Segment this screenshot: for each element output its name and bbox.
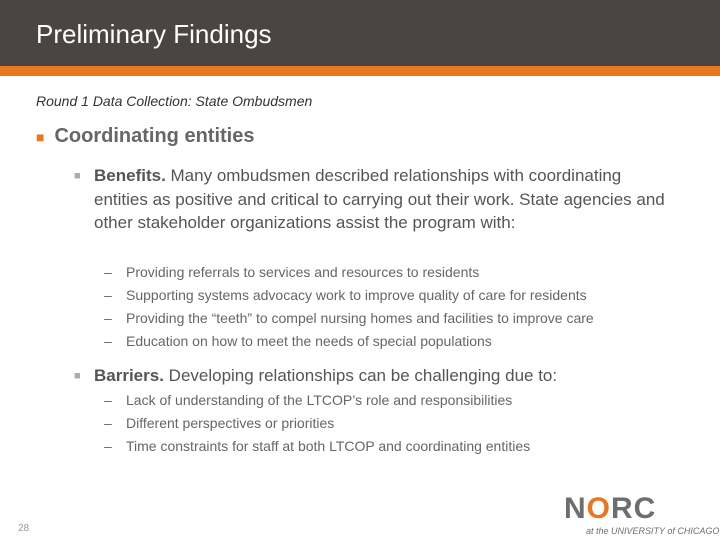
logo-subtext: at the UNIVERSITY of CHICAGO (586, 526, 720, 536)
title-bar (0, 0, 720, 66)
slide-subtitle: Round 1 Data Collection: State Ombudsmen (36, 93, 313, 109)
benefits-label: Benefits. (94, 166, 166, 185)
barriers-label: Barriers. (94, 366, 164, 385)
logo-wordmark: NORC (564, 492, 657, 525)
barriers-list (104, 389, 530, 458)
barriers-paragraph (74, 364, 674, 389)
square-bullet-icon: ■ (74, 370, 81, 382)
list-item: – Lack of understanding of the LTCOP’s role and responsibilities (104, 392, 513, 408)
list-item: – Providing the “teeth” to compel nursing homes and facilities to improve care (104, 310, 594, 326)
benefits-list (104, 261, 594, 353)
list-item: – Providing referrals to services and resources to residents (104, 264, 480, 280)
page-number: 28 (18, 523, 30, 534)
square-bullet-icon: ■ (36, 129, 45, 145)
accent-bar (0, 66, 720, 76)
square-bullet-icon: ■ (74, 170, 81, 182)
page-title: Preliminary Findings (36, 19, 272, 49)
benefits-paragraph (74, 164, 674, 235)
barriers-text: Developing relationships can be challenging due to: (163, 366, 558, 385)
section-heading (36, 125, 254, 148)
list-item: – Supporting systems advocacy work to improve quality of care for residents (104, 287, 587, 303)
benefits-text: Many ombudsmen described relationships with coordinating entities as positive and critical to carrying out their work. State agencies and other stakeholder organizations assist the program with: (94, 166, 665, 232)
barriers-text-block (94, 364, 557, 389)
norc-logo (564, 492, 720, 538)
benefits-text-block (94, 164, 674, 235)
list-item: – Time constraints for staff at both LTCOP and coordinating entities (104, 438, 531, 454)
list-item: – Education on how to meet the needs of special populations (104, 333, 492, 349)
list-item: – Different perspectives or priorities (104, 415, 335, 431)
section-heading-text: Coordinating entities (54, 125, 255, 147)
